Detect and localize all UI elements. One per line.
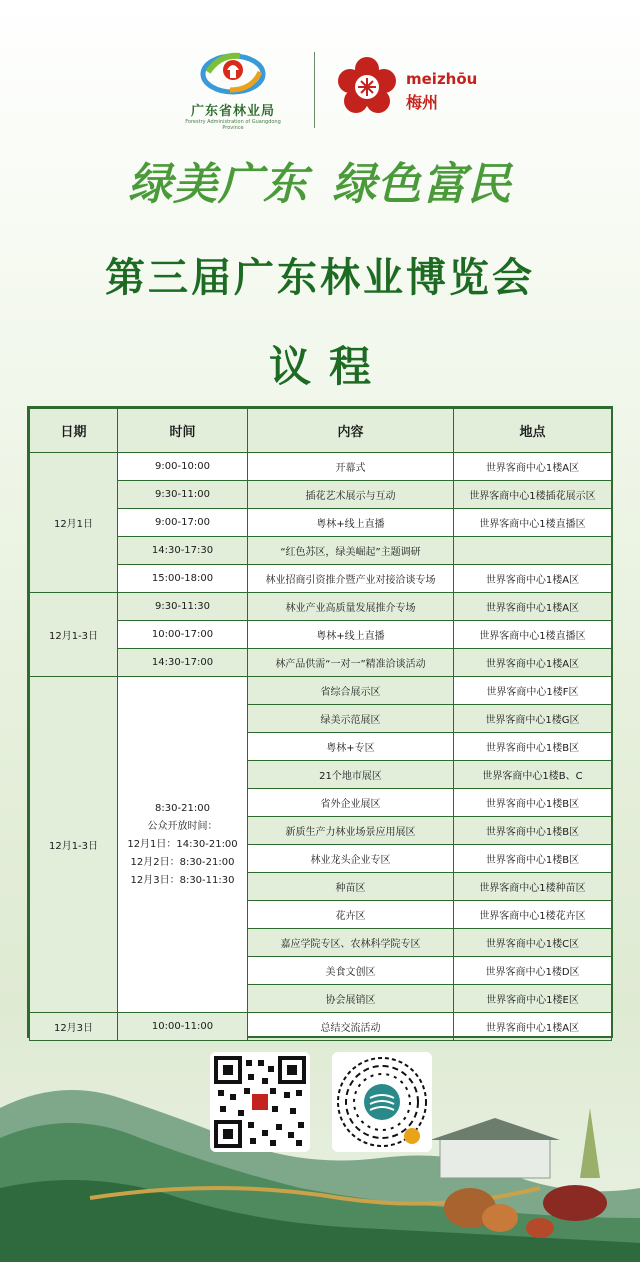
content-cell: 粤林+专区: [248, 733, 454, 761]
place-cell: 世界客商中心1楼直播区: [454, 621, 612, 649]
date-cell: 12月1-3日: [30, 593, 118, 677]
slogan: [0, 148, 640, 212]
forestry-name: 广东省林业局: [190, 104, 275, 119]
place-cell: 世界客商中心1楼花卉区: [454, 901, 612, 929]
open-hours-line: 8:30-21:00: [155, 802, 210, 814]
open-hours-line: 12月1日：14:30-21:00: [127, 838, 238, 850]
time-cell: 14:30-17:30: [118, 537, 248, 565]
content-cell: 协会展销区: [248, 985, 454, 1013]
time-cell: 9:30-11:00: [118, 481, 248, 509]
place-cell: 世界客商中心1楼A区: [454, 1013, 612, 1041]
place-cell: 世界客商中心1楼B、C: [454, 761, 612, 789]
header-time: 时间: [118, 409, 248, 453]
table-row: [30, 453, 612, 481]
header-content: 内容: [248, 409, 454, 453]
date-cell: 12月1日: [30, 453, 118, 593]
place-cell: 世界客商中心1楼插花展示区: [454, 481, 612, 509]
time-cell: 9:00-10:00: [118, 453, 248, 481]
content-cell: 粤林+线上直播: [248, 621, 454, 649]
header-divider: [314, 52, 315, 128]
table-row: [30, 565, 612, 593]
content-cell: 粤林+线上直播: [248, 509, 454, 537]
open-hours-line: 公众开放时间：: [147, 820, 218, 832]
content-cell: 林业产业高质量发展推介专场: [248, 593, 454, 621]
plum-blossom-icon: [336, 56, 398, 118]
time-cell: 14:30-17:00: [118, 649, 248, 677]
time-cell: 9:00-17:00: [118, 509, 248, 537]
content-cell: 新质生产力林业场景应用展区: [248, 817, 454, 845]
forestry-emblem-icon: [200, 46, 266, 96]
time-cell: 15:00-18:00: [118, 565, 248, 593]
content-cell: 插花艺术展示与互动: [248, 481, 454, 509]
content-cell: 21个地市展区: [248, 761, 454, 789]
time-cell: 10:00-11:00: [118, 1013, 248, 1041]
header: [0, 40, 640, 140]
place-cell: 世界客商中心1楼B区: [454, 789, 612, 817]
place-cell: 世界客商中心1楼B区: [454, 733, 612, 761]
forestry-subtitle: Forestry Administration of Guangdong Province: [185, 119, 281, 131]
date-cell: 12月1-3日: [30, 677, 118, 1013]
table-row: [30, 537, 612, 565]
open-hours-cell: [118, 677, 248, 1013]
content-cell: 省外企业展区: [248, 789, 454, 817]
content-cell: 绿美示范展区: [248, 705, 454, 733]
city-name-en: meizhōu: [406, 70, 478, 88]
time-cell: 10:00-17:00: [118, 621, 248, 649]
place-cell: 世界客商中心1楼C区: [454, 929, 612, 957]
content-cell: 种苗区: [248, 873, 454, 901]
date-cell: 12月3日: [30, 1013, 118, 1041]
content-cell: 林业龙头企业专区: [248, 845, 454, 873]
place-cell: 世界客商中心1楼B区: [454, 845, 612, 873]
table-row: [30, 621, 612, 649]
place-cell: 世界客商中心1楼E区: [454, 985, 612, 1013]
place-cell: 世界客商中心1楼F区: [454, 677, 612, 705]
qr-area: [0, 1052, 640, 1262]
content-cell: 嘉应学院专区、农林科学院专区: [248, 929, 454, 957]
place-cell: 世界客商中心1楼A区: [454, 565, 612, 593]
content-cell: 开幕式: [248, 453, 454, 481]
agenda-table: [27, 406, 613, 1038]
content-cell: 花卉区: [248, 901, 454, 929]
slogan-part-1: 绿美广东: [128, 159, 308, 210]
place-cell: 世界客商中心1楼A区: [454, 453, 612, 481]
table-row: [30, 677, 612, 705]
open-hours-line: 12月3日：8:30-11:30: [130, 874, 235, 886]
table-row: [30, 593, 612, 621]
content-cell: 林产品供需“一对一”精准洽谈活动: [248, 649, 454, 677]
open-hours-line: 12月2日：8:30-21:00: [130, 856, 235, 868]
page-title: 第三届广东林业博览会: [105, 255, 535, 301]
table-row: [30, 509, 612, 537]
place-cell: 世界客商中心1楼直播区: [454, 509, 612, 537]
time-cell: 9:30-11:30: [118, 593, 248, 621]
header-place: 地点: [454, 409, 612, 453]
content-cell: “红色苏区，绿美崛起”主题调研: [248, 537, 454, 565]
place-cell: 世界客商中心1楼种苗区: [454, 873, 612, 901]
content-cell: 省综合展示区: [248, 677, 454, 705]
place-cell: 世界客商中心1楼B区: [454, 817, 612, 845]
meizhou-logo: [336, 56, 476, 126]
content-cell: 美食文创区: [248, 957, 454, 985]
header-date: 日期: [30, 409, 118, 453]
qr-code-miniprogram[interactable]: [332, 1052, 432, 1152]
place-cell: [454, 537, 612, 565]
slogan-part-2: 绿色富民: [332, 159, 512, 210]
table-header-row: [30, 409, 612, 453]
forestry-logo: [178, 46, 288, 136]
table-row: [30, 649, 612, 677]
page-subtitle: 议程: [268, 342, 389, 391]
qr-code-wechat[interactable]: [210, 1052, 310, 1152]
place-cell: 世界客商中心1楼D区: [454, 957, 612, 985]
content-cell: 总结交流活动: [248, 1013, 454, 1041]
table-row: [30, 1013, 612, 1041]
qr-code-icon: [210, 1052, 310, 1152]
place-cell: 世界客商中心1楼A区: [454, 649, 612, 677]
place-cell: 世界客商中心1楼G区: [454, 705, 612, 733]
content-cell: 林业招商引资推介暨产业对接洽谈专场: [248, 565, 454, 593]
city-name-cn: 梅州: [406, 93, 439, 112]
mini-program-code-icon: [332, 1052, 432, 1152]
place-cell: 世界客商中心1楼A区: [454, 593, 612, 621]
table-row: [30, 481, 612, 509]
